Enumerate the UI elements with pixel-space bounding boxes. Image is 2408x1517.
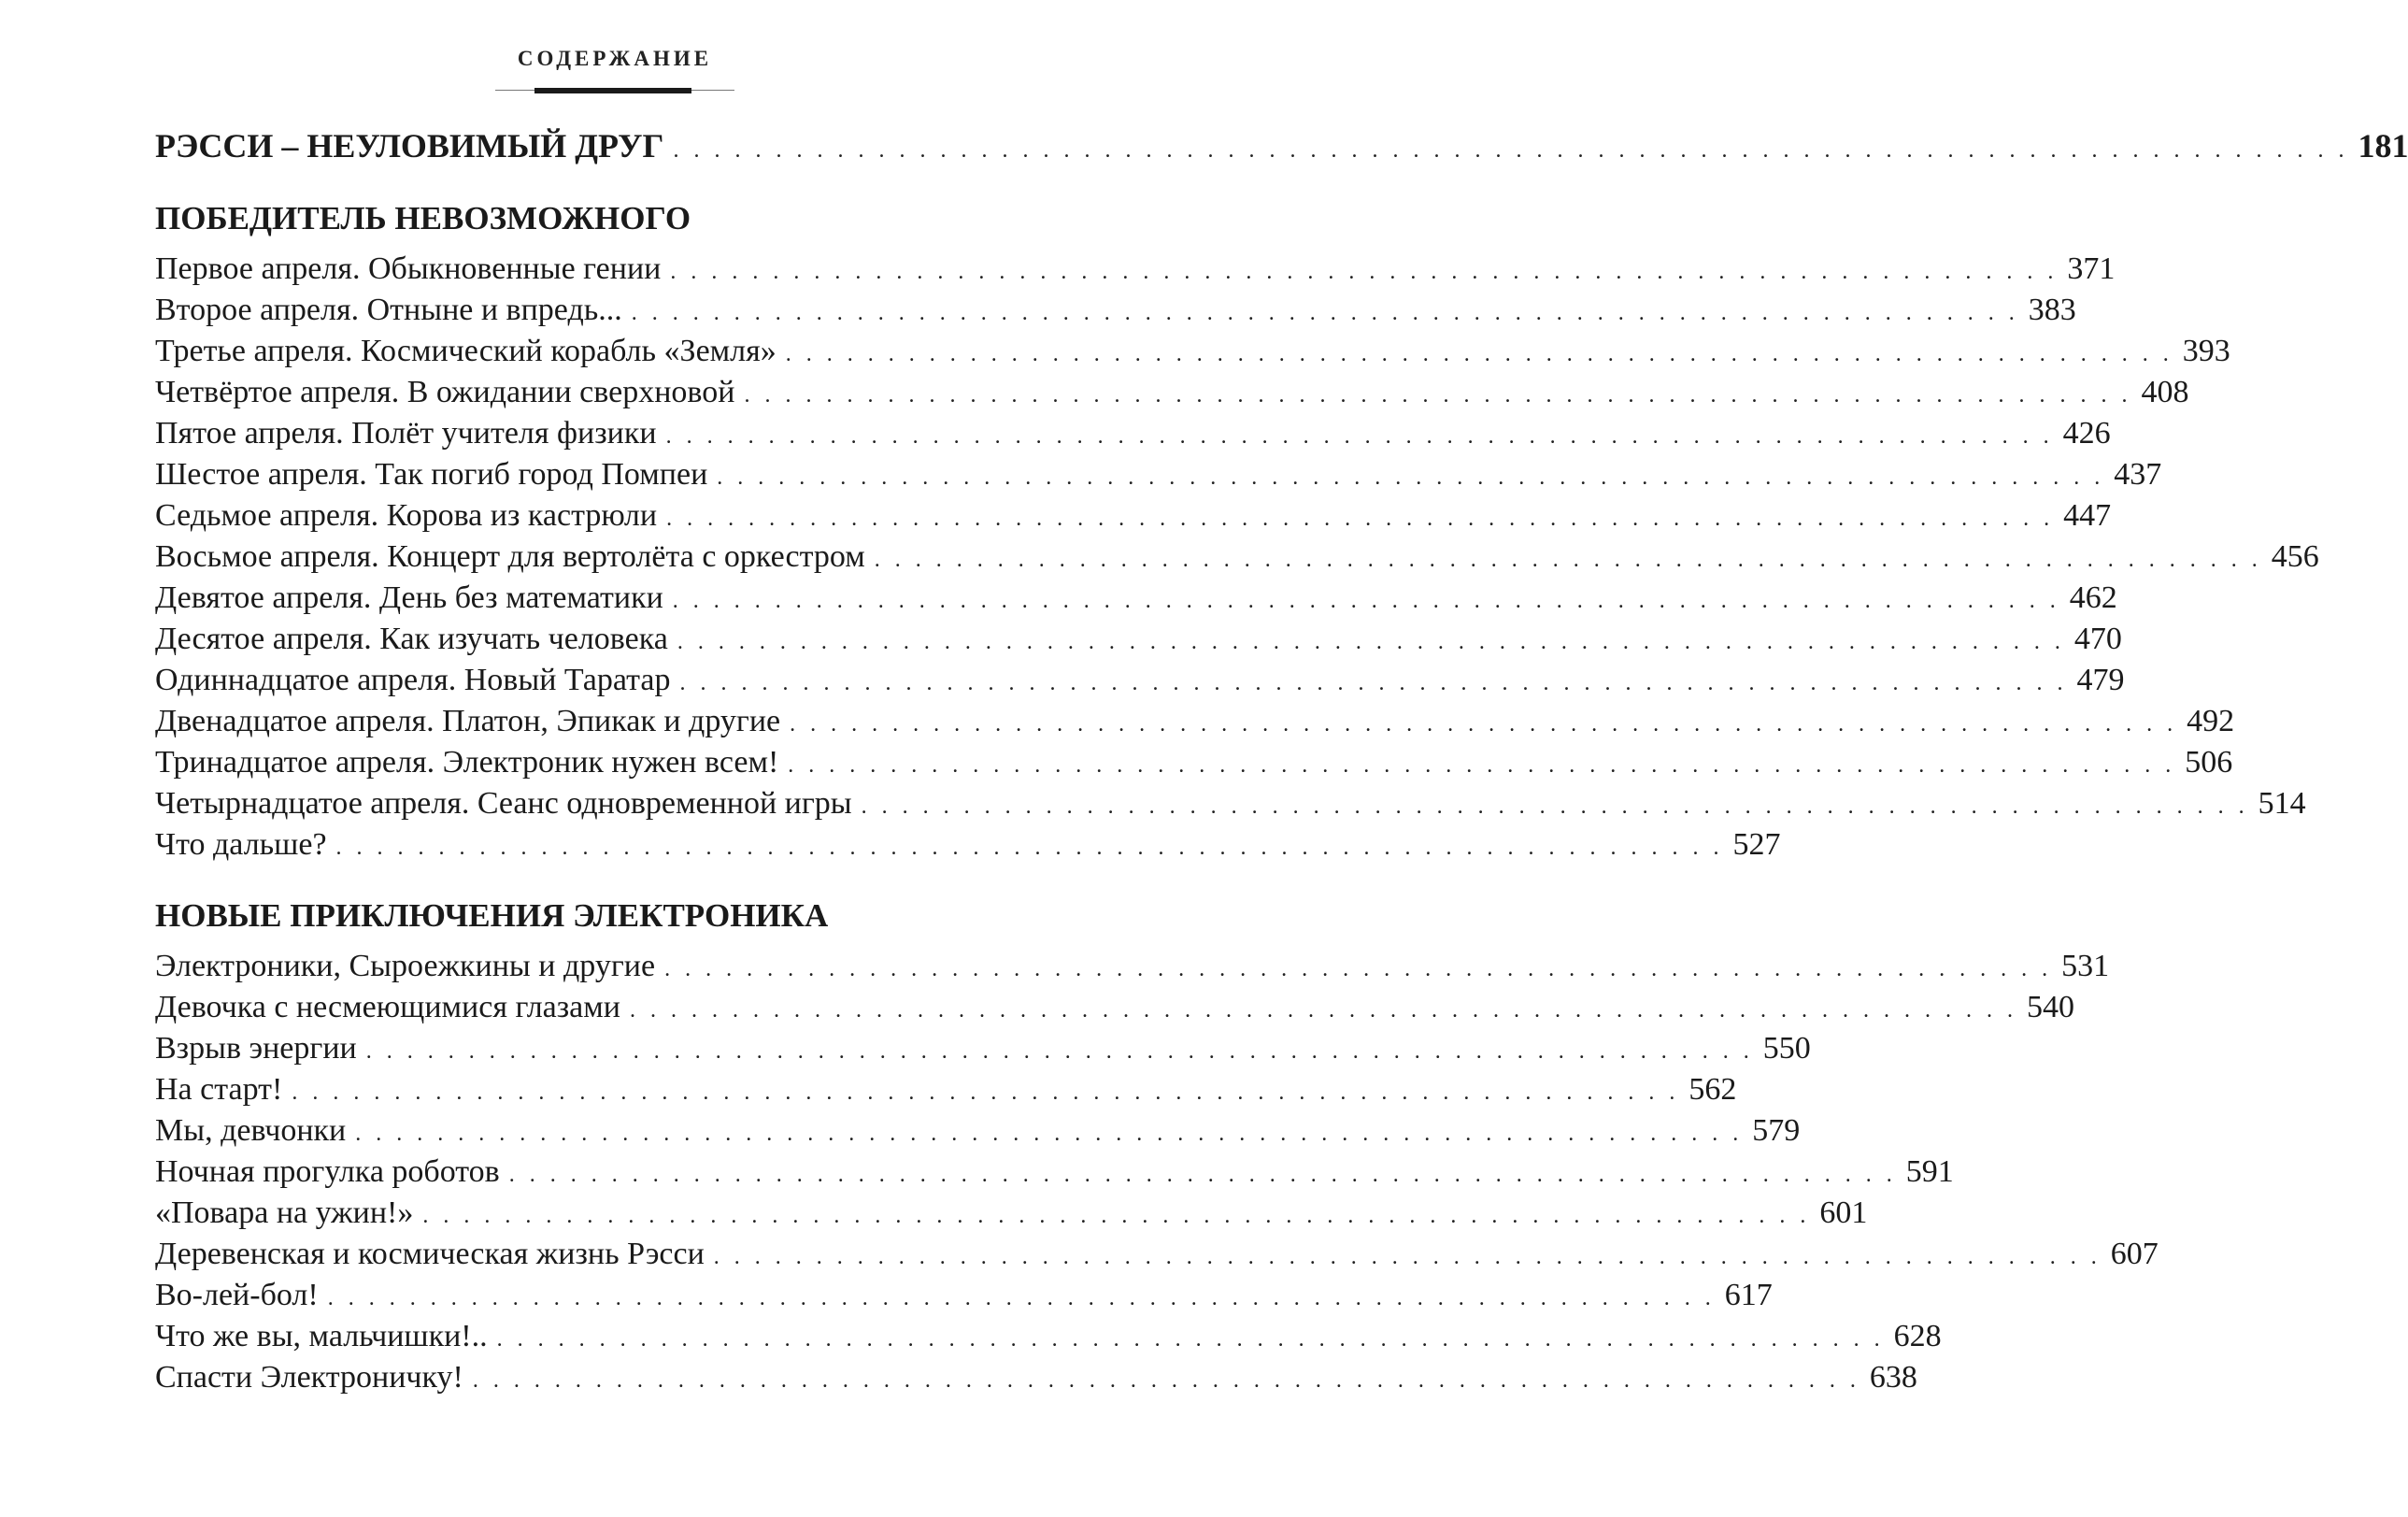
toc-entry-title: Спасти Электроничку! — [155, 1360, 463, 1395]
toc-entry[interactable] — [155, 1275, 1773, 1316]
dot-leader: . . . . . . . . . . . . . . . . . . . . . . . . . . . . . . . . . . . . . . . . . . . . . . . . . . . . . . . . . . . . . . . . . . . . — [788, 753, 2176, 778]
dot-leader: . . . . . . . . . . . . . . . . . . . . . . . . . . . . . . . . . . . . . . . . . . . . . . . . . . . . . . . . . . . . . . . . . . . . — [496, 1327, 1885, 1352]
toc-entry-page: 462 — [2069, 580, 2117, 615]
toc-entry-title: Тринадцатое апреля. Электроник нужен всем! — [155, 745, 779, 780]
toc-entry-page: 540 — [2026, 990, 2074, 1024]
toc-entry[interactable] — [155, 249, 2116, 290]
toc-entry-page: 591 — [1905, 1154, 1954, 1189]
toc-entry[interactable] — [155, 987, 2074, 1028]
dot-leader: . . . . . . . . . . . . . . . . . . . . . . . . . . . . . . . . . . . . . . . . . . . . . . . . . . . . . . . . . . . . . . . . . . . . — [472, 1368, 1860, 1393]
toc-entry[interactable] — [155, 701, 2235, 742]
toc-entry-page: 527 — [1732, 827, 1781, 862]
toc-entry[interactable] — [155, 783, 2306, 824]
toc-entry-page: 506 — [2185, 745, 2233, 780]
toc-entry-title: На старт! — [155, 1072, 283, 1107]
dot-leader: . . . . . . . . . . . . . . . . . . . . . . . . . . . . . . . . . . . . . . . . . . . . . . . . . . . . . . . . . . . . . . . . . . . . — [670, 260, 2059, 284]
toc-entry-page: 531 — [2061, 949, 2110, 983]
toc-entry[interactable] — [155, 742, 2233, 783]
toc-entry-title: Четвёртое апреля. В ожидании сверхновой — [155, 375, 735, 409]
toc-entry-title: Мы, девчонки — [155, 1113, 347, 1148]
toc-entry[interactable] — [155, 454, 2162, 495]
toc-entry[interactable] — [155, 1069, 1737, 1110]
toc-entry-page: 607 — [2110, 1237, 2159, 1271]
toc-entry-title: «Повара на ужин!» — [155, 1195, 414, 1230]
toc-entry[interactable] — [155, 495, 2112, 537]
toc-entry-page: 408 — [2141, 375, 2189, 409]
dot-leader: . . . . . . . . . . . . . . . . . . . . . . . . . . . . . . . . . . . . . . . . . . . . . . . . . . . . . . . . . . . . . . . . . . . . — [508, 1163, 1897, 1187]
dot-leader: . . . . . . . . . . . . . . . . . . . . . . . . . . . . . . . . . . . . . . . . . . . . . . . . . . . . . . . . . . . . . . . . . . . . — [672, 589, 2060, 613]
toc-entry[interactable] — [155, 1357, 1917, 1398]
toc-entry-page: 426 — [2062, 416, 2111, 451]
toc-entry-page: 562 — [1688, 1072, 1737, 1107]
toc-entry[interactable] — [155, 413, 2111, 454]
toc-entry[interactable] — [155, 537, 2319, 578]
dot-leader: . . . . . . . . . . . . . . . . . . . . . . . . . . . . . . . . . . . . . . . . . . . . . . . . . . . . . . . . . . . . . . . . . . . . — [790, 712, 2178, 737]
dot-leader: . . . . . . . . . . . . . . . . . . . . . . . . . . . . . . . . . . . . . . . . . . . . . . . . . . . . . . . . . . . . . . . . . . . . — [713, 1245, 2102, 1269]
toc-entry[interactable] — [155, 372, 2189, 413]
toc-entry-page: 456 — [2271, 539, 2319, 574]
toc-entry-title: Шестое апреля. Так погиб город Помпеи — [155, 457, 708, 492]
toc-entry-page: 393 — [2182, 334, 2230, 368]
toc-entry-page: 638 — [1869, 1360, 1917, 1395]
toc-entry-page: 437 — [2114, 457, 2162, 492]
toc-entry[interactable] — [155, 1234, 2159, 1275]
toc-entry-title: РЭССИ – НЕУЛОВИМЫЙ ДРУГ — [155, 127, 664, 165]
dot-leader: . . . . . . . . . . . . . . . . . . . . . . . . . . . . . . . . . . . . . . . . . . . . . . . . . . . . . . . . . . . . . . . . . . . . — [861, 794, 2249, 819]
toc-entry-page: 601 — [1819, 1195, 1868, 1230]
toc-entry-title: Седьмое апреля. Корова из кастрюли — [155, 498, 658, 533]
toc-entry-page: 447 — [2063, 498, 2112, 533]
toc-entry-title: Что дальше? — [155, 827, 327, 862]
toc-entry[interactable] — [155, 1110, 1801, 1152]
dot-leader: . . . . . . . . . . . . . . . . . . . . . . . . . . . . . . . . . . . . . . . . . . . . . . . . . . . . . . . . . . . . . . . . . . . . . . . . . . . . . . . . . . — [673, 138, 2349, 163]
head-rule-bar — [534, 88, 691, 93]
dot-leader: . . . . . . . . . . . . . . . . . . . . . . . . . . . . . . . . . . . . . . . . . . . . . . . . . . . . . . . . . . . . . . . . . . . . — [677, 630, 2065, 654]
toc-entry-page: 617 — [1724, 1278, 1773, 1312]
dot-leader: . . . . . . . . . . . . . . . . . . . . . . . . . . . . . . . . . . . . . . . . . . . . . . . . . . . . . . . . . . . . . . . . . . . . — [335, 836, 1724, 860]
toc-entry-title: Пятое апреля. Полёт учителя физики — [155, 416, 657, 451]
dot-leader: . . . . . . . . . . . . . . . . . . . . . . . . . . . . . . . . . . . . . . . . . . . . . . . . . . . . . . . . . . . . . . . . . . . . — [744, 383, 2132, 408]
toc-entry[interactable] — [155, 946, 2110, 987]
toc-entry[interactable] — [155, 578, 2117, 619]
toc-entry-page: 579 — [1752, 1113, 1801, 1148]
toc-entry-title: Электроники, Сыроежкины и другие — [155, 949, 656, 983]
toc-entry-page: 514 — [2258, 786, 2306, 821]
toc-entry-title: Третье апреля. Космический корабль «Земля» — [155, 334, 777, 368]
toc-entry-title: Второе апреля. Отныне и впредь... — [155, 293, 622, 327]
dot-leader: . . . . . . . . . . . . . . . . . . . . . . . . . . . . . . . . . . . . . . . . . . . . . . . . . . . . . . . . . . . . . . . . . . . . — [631, 301, 2019, 325]
toc-entry-page: 492 — [2187, 704, 2235, 738]
dot-leader: . . . . . . . . . . . . . . . . . . . . . . . . . . . . . . . . . . . . . . . . . . . . . . . . . . . . . . . . . . . . . . . . . . . . — [665, 424, 2054, 449]
toc-entry-title: Девятое апреля. День без математики — [155, 580, 663, 615]
toc-entry-page: 371 — [2067, 251, 2116, 286]
section-heading: НОВЫЕ ПРИКЛЮЧЕНИЯ ЭЛЕКТРОНИКА — [155, 897, 829, 934]
dot-leader: . . . . . . . . . . . . . . . . . . . . . . . . . . . . . . . . . . . . . . . . . . . . . . . . . . . . . . . . . . . . . . . . . . . . — [365, 1039, 1754, 1064]
dot-leader: . . . . . . . . . . . . . . . . . . . . . . . . . . . . . . . . . . . . . . . . . . . . . . . . . . . . . . . . . . . . . . . . . . . . — [664, 957, 2053, 981]
toc-entry[interactable] — [155, 1316, 1942, 1357]
running-head: СОДЕРЖАНИЕ — [517, 47, 713, 70]
dot-leader: . . . . . . . . . . . . . . . . . . . . . . . . . . . . . . . . . . . . . . . . . . . . . . . . . . . . . . . . . . . . . . . . . . . . — [785, 342, 2173, 366]
toc-entry[interactable] — [155, 331, 2230, 372]
toc-entry[interactable] — [155, 1152, 1954, 1193]
toc-entry-page: 479 — [2076, 663, 2125, 697]
toc-entry-title: Взрыв энергии — [155, 1031, 357, 1066]
toc-entry-page: 383 — [2028, 293, 2076, 327]
dot-leader: . . . . . . . . . . . . . . . . . . . . . . . . . . . . . . . . . . . . . . . . . . . . . . . . . . . . . . . . . . . . . . . . . . . . — [292, 1081, 1680, 1105]
toc-entry-page: 181 — [2358, 127, 2408, 165]
toc-entry[interactable] — [155, 1028, 1811, 1069]
toc-entry-title: Девочка с несмеющимися глазами — [155, 990, 620, 1024]
toc-entry-page: 628 — [1893, 1319, 1942, 1353]
dot-leader: . . . . . . . . . . . . . . . . . . . . . . . . . . . . . . . . . . . . . . . . . . . . . . . . . . . . . . . . . . . . . . . . . . . . — [355, 1122, 1744, 1146]
dot-leader: . . . . . . . . . . . . . . . . . . . . . . . . . . . . . . . . . . . . . . . . . . . . . . . . . . . . . . . . . . . . . . . . . . . . — [679, 671, 2068, 695]
dot-leader: . . . . . . . . . . . . . . . . . . . . . . . . . . . . . . . . . . . . . . . . . . . . . . . . . . . . . . . . . . . . . . . . . . . . — [666, 507, 2055, 531]
toc-entry[interactable] — [155, 619, 2122, 660]
toc-entry-title: Двенадцатое апреля. Платон, Эпикак и другие — [155, 704, 781, 738]
toc-entry[interactable] — [155, 290, 2076, 331]
dot-leader: . . . . . . . . . . . . . . . . . . . . . . . . . . . . . . . . . . . . . . . . . . . . . . . . . . . . . . . . . . . . . . . . . . . . — [327, 1286, 1716, 1310]
toc-part-entry[interactable] — [155, 125, 2408, 166]
toc-entry-title: Первое апреля. Обыкновенные гении — [155, 251, 662, 286]
toc-entry-title: Во-лей-бол! — [155, 1278, 319, 1312]
toc-entry[interactable] — [155, 824, 1781, 866]
toc-entry-title: Ночная прогулка роботов — [155, 1154, 500, 1189]
dot-leader: . . . . . . . . . . . . . . . . . . . . . . . . . . . . . . . . . . . . . . . . . . . . . . . . . . . . . . . . . . . . . . . . . . . . — [874, 548, 2262, 572]
toc-entry[interactable] — [155, 660, 2125, 701]
toc-entry-title: Деревенская и космическая жизнь Рэсси — [155, 1237, 705, 1271]
toc-entry-page: 470 — [2073, 622, 2122, 656]
toc-entry-title: Восьмое апреля. Концерт для вертолёта с оркестром — [155, 539, 865, 574]
dot-leader: . . . . . . . . . . . . . . . . . . . . . . . . . . . . . . . . . . . . . . . . . . . . . . . . . . . . . . . . . . . . . . . . . . . . — [422, 1204, 1811, 1228]
dot-leader: . . . . . . . . . . . . . . . . . . . . . . . . . . . . . . . . . . . . . . . . . . . . . . . . . . . . . . . . . . . . . . . . . . . . — [629, 998, 2017, 1023]
toc-entry-title: Что же вы, мальчишки!.. — [155, 1319, 488, 1353]
toc-entry-page: 550 — [1762, 1031, 1811, 1066]
dot-leader: . . . . . . . . . . . . . . . . . . . . . . . . . . . . . . . . . . . . . . . . . . . . . . . . . . . . . . . . . . . . . . . . . . . . — [717, 465, 2105, 490]
section-heading: ПОБЕДИТЕЛЬ НЕВОЗМОЖНОГО — [155, 200, 691, 236]
toc-entry-title: Десятое апреля. Как изучать человека — [155, 622, 668, 656]
toc-entry[interactable] — [155, 1193, 1868, 1234]
toc-entry-title: Одиннадцатое апреля. Новый Таратар — [155, 663, 671, 697]
toc-entry-title: Четырнадцатое апреля. Сеанс одновременной игры — [155, 786, 852, 821]
